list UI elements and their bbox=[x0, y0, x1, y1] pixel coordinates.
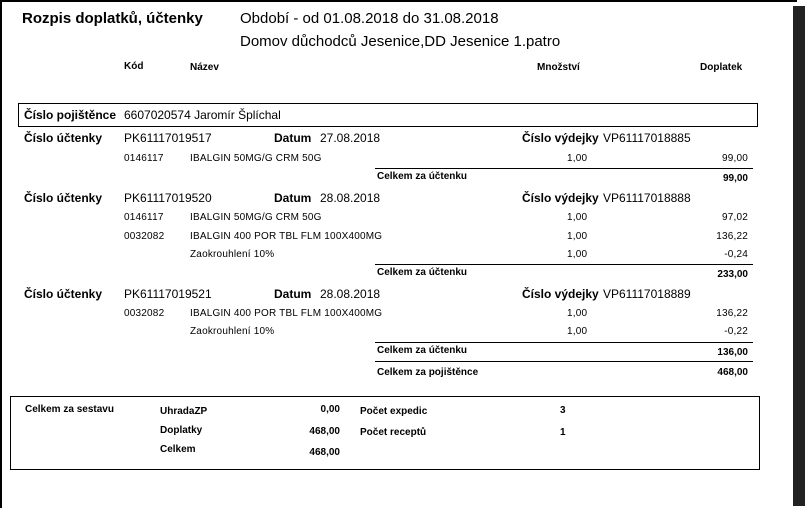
receipt-number: PK61117019517 bbox=[124, 131, 212, 145]
summary-label: Celkem za sestavu bbox=[25, 404, 114, 415]
insured-total-value: 468,00 bbox=[717, 367, 748, 378]
item-qty: 1,00 bbox=[567, 249, 588, 260]
expedic-label: Počet expedic bbox=[360, 406, 428, 417]
item-qty: 1,00 bbox=[567, 231, 588, 242]
item-code: 0146117 bbox=[124, 153, 164, 164]
divider bbox=[375, 342, 753, 343]
insured-label: Číslo pojištěnce bbox=[24, 108, 117, 122]
receptu-label: Počet receptů bbox=[360, 427, 427, 438]
celkem-label: Celkem bbox=[160, 444, 196, 455]
column-kod: Kód bbox=[124, 61, 144, 72]
date-label: Datum bbox=[274, 287, 312, 301]
receipt-number: PK61117019520 bbox=[124, 191, 212, 205]
item-qty: 1,00 bbox=[567, 153, 588, 164]
insured-total-label: Celkem za pojištěnce bbox=[377, 367, 479, 378]
item-qty: 1,00 bbox=[567, 212, 588, 223]
celkem-value: 468,00 bbox=[309, 447, 340, 458]
receipt-total-value: 99,00 bbox=[722, 173, 748, 184]
item-amount: -0,22 bbox=[724, 326, 748, 337]
item-amount: 97,02 bbox=[721, 212, 748, 223]
item-name: IBALGIN 50MG/G CRM 50G bbox=[190, 153, 322, 164]
divider bbox=[375, 264, 753, 265]
issue-number: VP61117018889 bbox=[603, 287, 691, 301]
divider bbox=[375, 168, 753, 169]
report-period: Období - od 01.08.2018 do 31.08.2018 bbox=[240, 10, 499, 27]
facility-name: Domov důchodců Jesenice,DD Jesenice 1.patro bbox=[240, 33, 561, 50]
report-title: Rozpis doplatků, účtenky bbox=[22, 10, 203, 27]
issue-number: VP61117018888 bbox=[603, 191, 691, 205]
receipt-total-value: 233,00 bbox=[717, 269, 748, 280]
receipt-date: 27.08.2018 bbox=[320, 131, 381, 145]
issue-label: Číslo výdejky bbox=[522, 287, 599, 301]
receipt-total-value: 136,00 bbox=[717, 347, 748, 358]
issue-label: Číslo výdejky bbox=[522, 131, 599, 145]
issue-label: Číslo výdejky bbox=[522, 191, 599, 205]
item-name: IBALGIN 400 POR TBL FLM 100X400MG bbox=[190, 308, 383, 319]
item-name: IBALGIN 400 POR TBL FLM 100X400MG bbox=[190, 231, 383, 242]
item-qty: 1,00 bbox=[567, 326, 588, 337]
expedic-value: 3 bbox=[560, 405, 566, 416]
item-amount: 99,00 bbox=[721, 153, 748, 164]
item-code: 0146117 bbox=[124, 212, 164, 223]
item-qty: 1,00 bbox=[567, 308, 588, 319]
insured-value: 6607020574 Jaromír Šplíchal bbox=[124, 108, 281, 122]
column-doplatek: Doplatek bbox=[700, 62, 743, 73]
item-amount: -0,24 bbox=[724, 249, 748, 260]
item-code: 0032082 bbox=[124, 308, 165, 319]
page-shadow bbox=[793, 6, 805, 506]
item-amount: 136,22 bbox=[716, 308, 748, 319]
column-nazev: Název bbox=[190, 62, 219, 73]
receipt-number: PK61117019521 bbox=[124, 287, 212, 301]
issue-number: VP61117018885 bbox=[603, 131, 691, 145]
item-amount: 136,22 bbox=[716, 231, 748, 242]
receipt-label: Číslo účtenky bbox=[24, 191, 103, 205]
date-label: Datum bbox=[274, 191, 312, 205]
uhrada-label: UhradaZP bbox=[160, 406, 208, 417]
receipt-date: 28.08.2018 bbox=[320, 191, 381, 205]
receipt-label: Číslo účtenky bbox=[24, 131, 103, 145]
receipt-label: Číslo účtenky bbox=[24, 287, 103, 301]
date-label: Datum bbox=[274, 131, 312, 145]
item-code: 0032082 bbox=[124, 231, 165, 242]
divider bbox=[375, 361, 753, 362]
receipt-date: 28.08.2018 bbox=[320, 287, 381, 301]
doplatky-value: 468,00 bbox=[309, 426, 340, 437]
receipt-total-label: Celkem za účtenku bbox=[377, 171, 468, 182]
item-name: Zaokrouhlení 10% bbox=[190, 249, 275, 260]
doplatky-label: Doplatky bbox=[160, 425, 203, 436]
receptu-value: 1 bbox=[560, 427, 566, 438]
receipt-total-label: Celkem za účtenku bbox=[377, 267, 468, 278]
item-name: Zaokrouhlení 10% bbox=[190, 326, 275, 337]
receipt-total-label: Celkem za účtenku bbox=[377, 345, 468, 356]
uhrada-value: 0,00 bbox=[320, 404, 340, 415]
column-mnozstvi: Množství bbox=[537, 62, 580, 73]
item-name: IBALGIN 50MG/G CRM 50G bbox=[190, 212, 322, 223]
